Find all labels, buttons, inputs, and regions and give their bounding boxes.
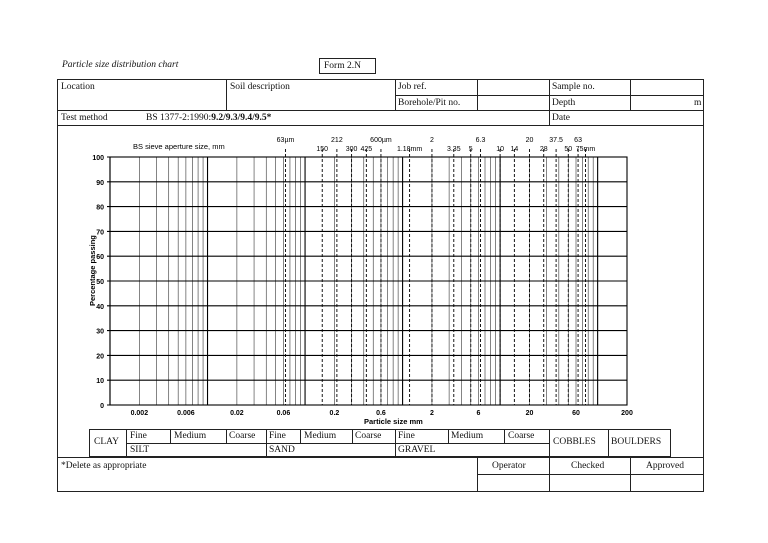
x-tick-label: 0.02 [230,410,244,417]
chart-top-axis-label: BS sieve aperture size, mm [133,142,225,151]
gravel-coarse-label: Coarse [508,431,535,441]
x-tick-label: 20 [525,410,534,417]
sieve-label: 20 [525,137,534,144]
depth-unit: m [694,98,702,108]
sand-label: SAND [269,445,295,455]
job-ref-label: Job ref. [398,82,427,92]
y-tick-label: 10 [96,378,104,386]
gravel-fine-label: Fine [398,431,415,441]
y-tick-label: 90 [96,179,104,187]
location-label: Location [61,82,95,92]
silt-label: SILT [130,445,150,455]
depth-label: Depth [552,98,576,108]
sieve-label: 5 [468,146,473,153]
chart-x-axis-label: Particle size mm [364,417,423,426]
sieve-label: 50 [564,146,573,153]
chart-sieve-lines [285,149,585,405]
x-tick-label: 0.6 [376,410,386,417]
sieve-label: 2 [429,137,434,144]
x-tick-label: 6 [476,410,481,417]
silt-medium-label: Medium [174,431,207,441]
clay-label: CLAY [94,437,119,447]
approved-label: Approved [646,461,684,471]
chart-sieve-labels [277,137,596,153]
sieve-label: 75mm [575,146,596,153]
sieve-label: 10 [496,146,505,153]
gravel-medium-label: Medium [451,431,484,441]
silt-coarse-label: Coarse [229,431,256,441]
date-label: Date [552,113,570,123]
page-title: Particle size distribution chart [62,60,179,70]
y-tick-label: 50 [96,279,104,286]
y-tick-label: 30 [96,328,104,336]
cobbles-label: COBBLES [553,437,596,447]
sieve-label: 212 [331,137,343,144]
chart-y-axis-label: Percentage passing [88,235,97,306]
sieve-label: 6.3 [475,137,486,144]
sand-fine-label: Fine [269,431,286,441]
x-tick-label: 0.06 [276,410,291,417]
delete-note: *Delete as appropriate [61,461,147,471]
silt-fine-label: Fine [130,431,147,441]
form-number: Form 2.N [324,61,361,71]
checked-label: Checked [571,461,605,471]
sieve-label: 14 [510,146,519,153]
sieve-label: 425 [360,146,373,153]
test-standard-clauses: 9.2/9.3/9.4/9.5* [211,113,272,123]
x-tick-label: 2 [429,410,434,417]
gravel-label: GRAVEL [398,445,436,455]
sieve-label: 3.35 [446,146,461,153]
sieve-label: 37.5 [549,137,563,144]
chart-x-tick-labels [131,410,633,417]
y-tick-label: 100 [92,155,104,162]
sand-coarse-label: Coarse [355,431,382,441]
sieve-label: 150 [316,146,329,153]
soil-description-label: Soil description [230,82,290,92]
sieve-label: 1.18mm [396,146,423,153]
operator-label: Operator [492,461,526,471]
x-tick-label: 60 [572,410,580,417]
sieve-label: 63µm [276,137,295,144]
boulders-label: BOULDERS [611,437,662,447]
x-tick-label: 200 [621,410,633,417]
sieve-label: 28 [539,146,548,153]
test-standard-code: BS 1377-2:1990: [146,113,212,123]
y-tick-label: 60 [96,254,104,262]
sample-no-label: Sample no. [552,82,595,92]
y-tick-label: 80 [96,204,104,212]
borehole-label: Borehole/Pit no. [398,98,461,108]
sieve-label: 600µm [370,137,392,144]
chart-major-grid [107,157,627,405]
x-tick-label: 0.002 [130,410,149,417]
x-tick-label: 0.006 [177,410,195,417]
y-tick-label: 20 [96,353,104,361]
sieve-label: 63 [574,137,582,144]
sieve-label: 300 [345,146,358,153]
sand-medium-label: Medium [304,431,337,441]
y-tick-label: 0 [100,403,104,410]
test-method-label: Test method [61,113,108,123]
y-tick-label: 70 [96,229,104,237]
x-tick-label: 0.2 [329,410,340,417]
y-tick-label: 40 [96,303,104,311]
